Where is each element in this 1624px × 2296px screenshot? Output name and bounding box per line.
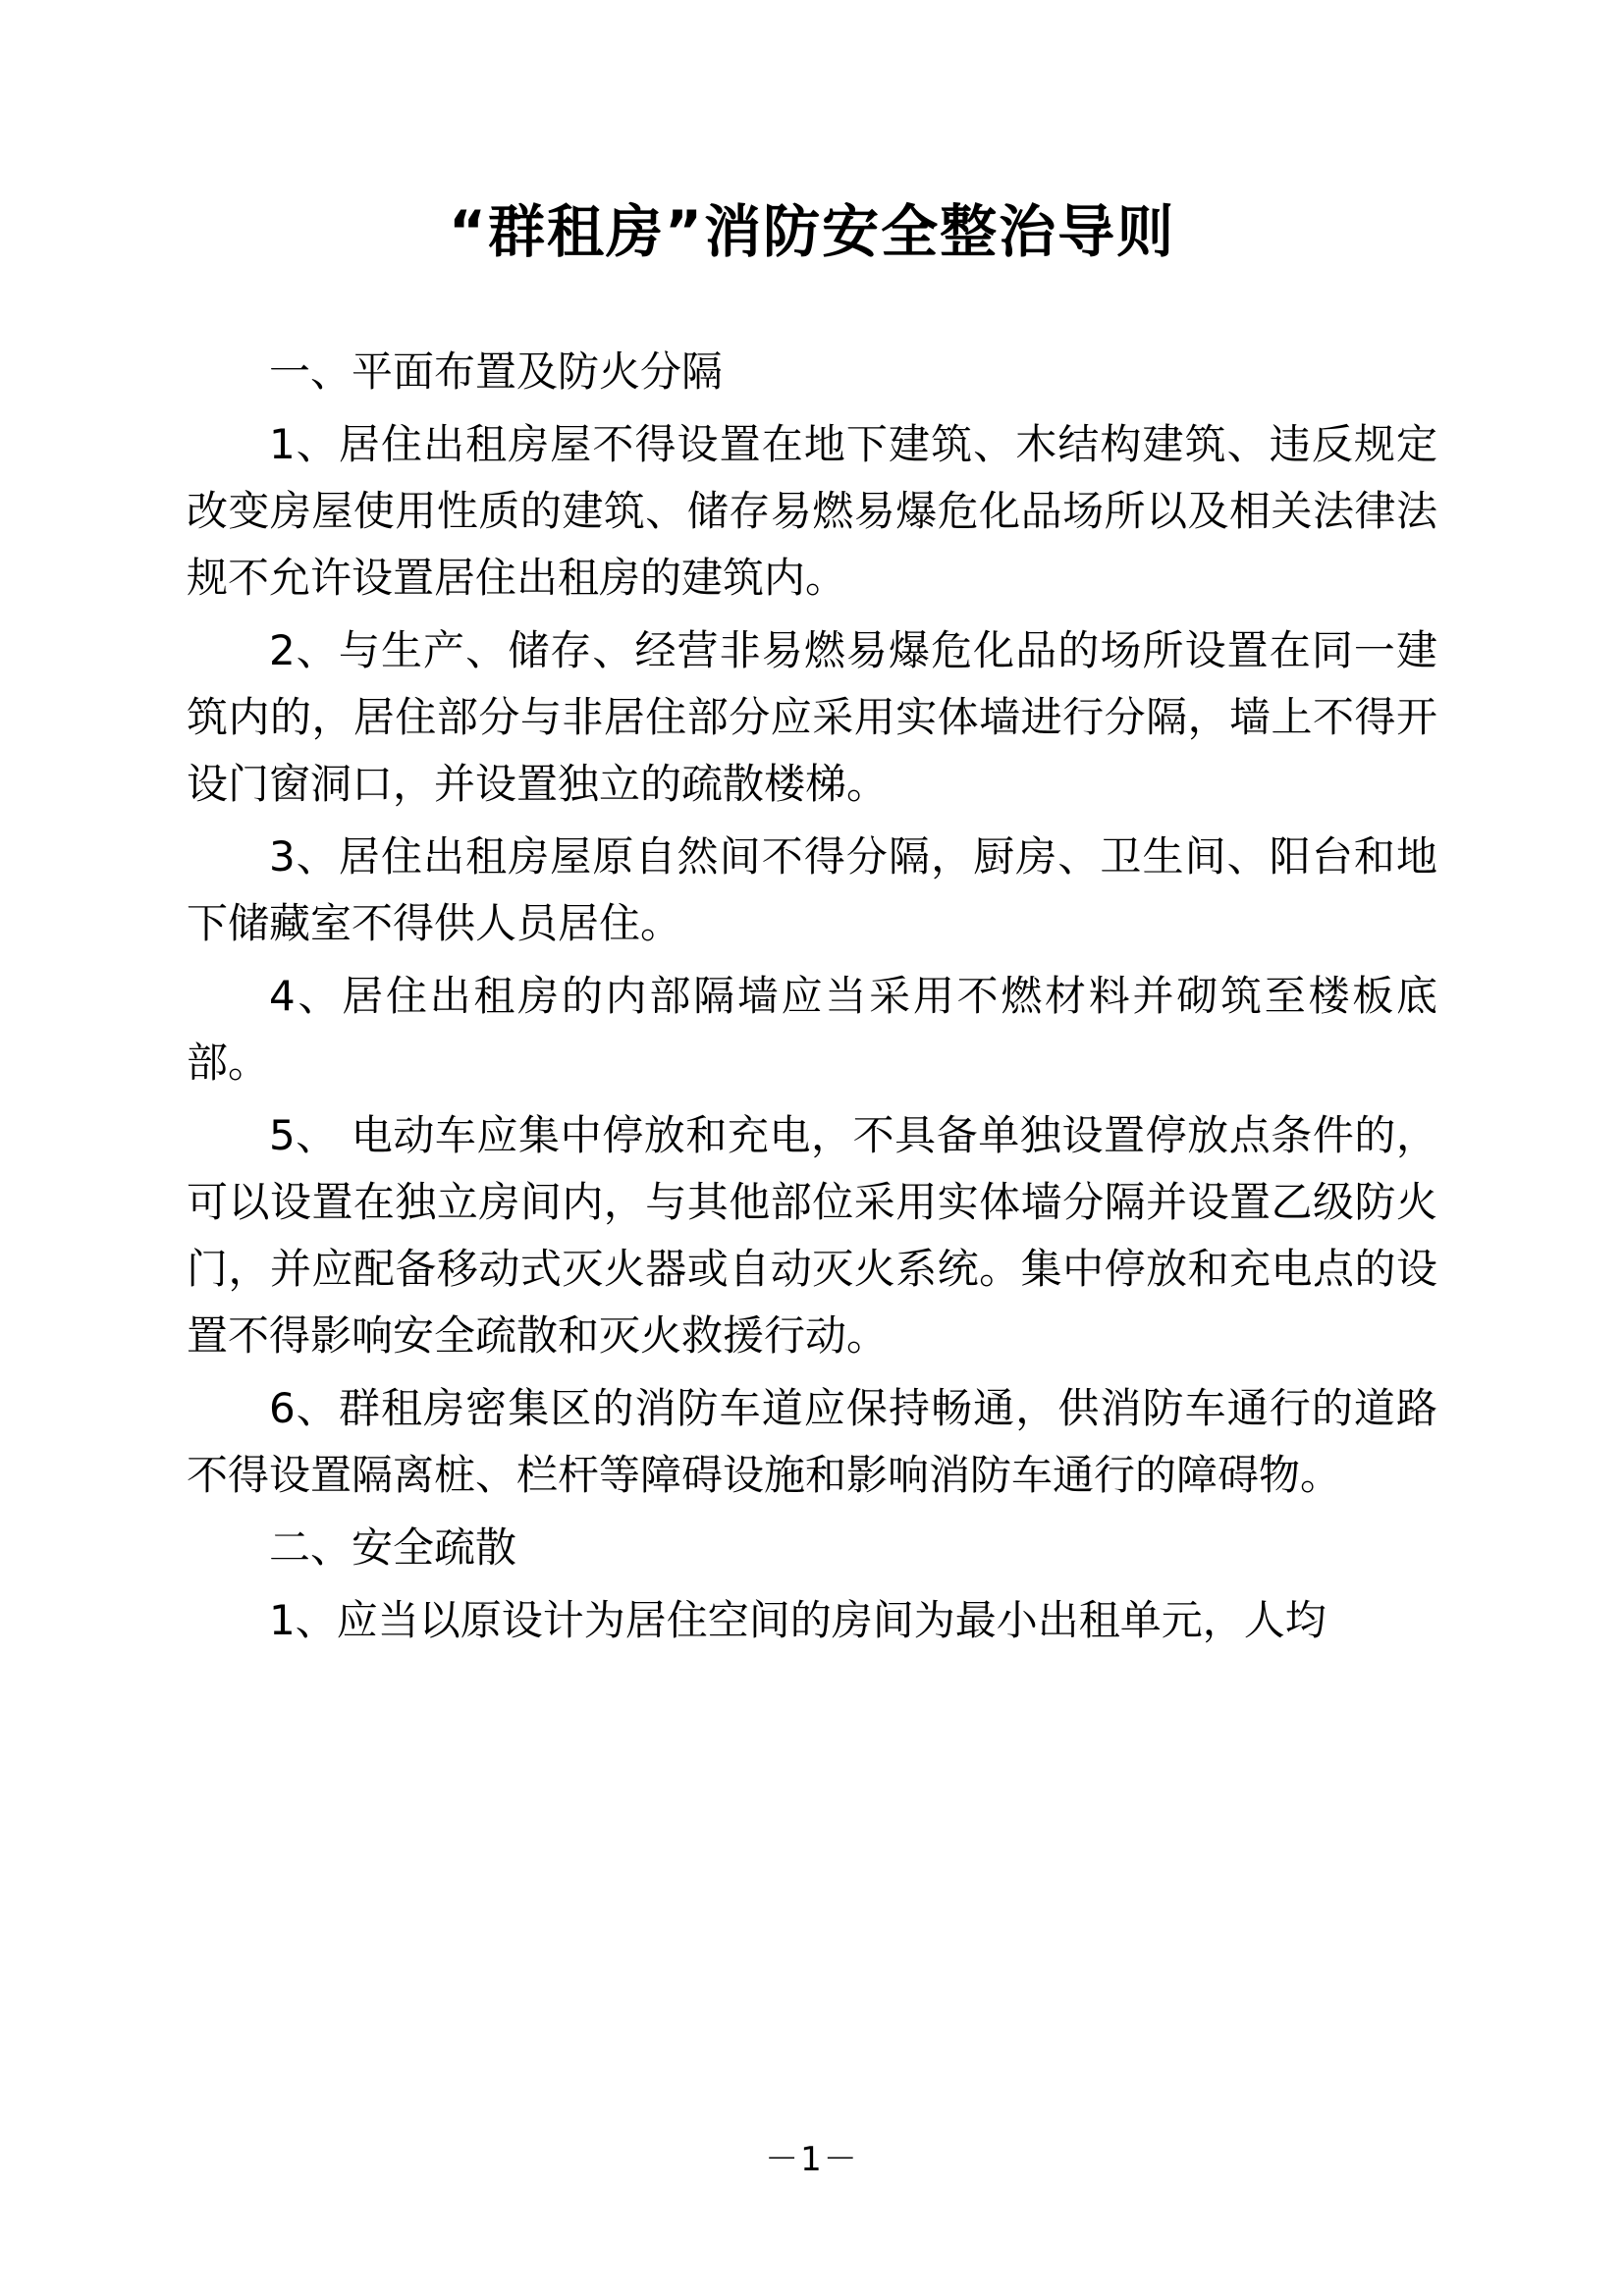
section-layout-and-fire-separation <box>187 339 1437 1510</box>
paragraph-item: 1、居住出租房屋不得设置在地下建筑、木结构建筑、违反规定改变房屋使用性质的建筑、储存易燃易爆危化品场所以及相关法律法规不允许设置居住出租房的建筑内。 <box>187 419 1437 602</box>
paragraph-item: 2、与生产、储存、经营非易燃易爆危化品的场所设置在同一建筑内的，居住部分与非居住部分应采用实体墙进行分隔，墙上不得开设门窗洞口，并设置独立的疏散楼梯。 <box>187 625 1437 808</box>
paragraph-item: 3、居住出租房屋原自然间不得分隔，厨房、卫生间、阳台和地下储藏室不得供人员居住。 <box>187 831 1437 947</box>
paragraph-item: 5、 电动车应集中停放和充电，不具备单独设置停放点条件的，可以设置在独立房间内，与其他部位采用实体墙分隔并设置乙级防火门，并应配备移动式灭火器或自动灭火系统。集中停放和充电点的设置不得影响安全疏散和灭火救援行动。 <box>187 1110 1437 1360</box>
paragraph-item: 6、群租房密集区的消防车道应保持畅通，供消防车通行的道路不得设置隔离桩、栏杆等障碍设施和影响消防车通行的障碍物。 <box>187 1383 1437 1499</box>
section-heading: 一、平面布置及防火分隔 <box>269 347 724 396</box>
section-heading: 二、安全疏散 <box>269 1523 517 1573</box>
page-number: －1－ <box>765 2140 859 2179</box>
page-title: “群租房”消防安全整治导则 <box>448 198 1176 265</box>
paragraph-item: 1、应当以原设计为居住空间的房间为最小出租单元，人均 <box>269 1596 1326 1645</box>
paragraph-item: 4、居住出租房的内部隔墙应当采用不燃材料并砌筑至楼板底部。 <box>187 971 1437 1087</box>
section-safe-evacuation <box>187 1515 1437 1654</box>
